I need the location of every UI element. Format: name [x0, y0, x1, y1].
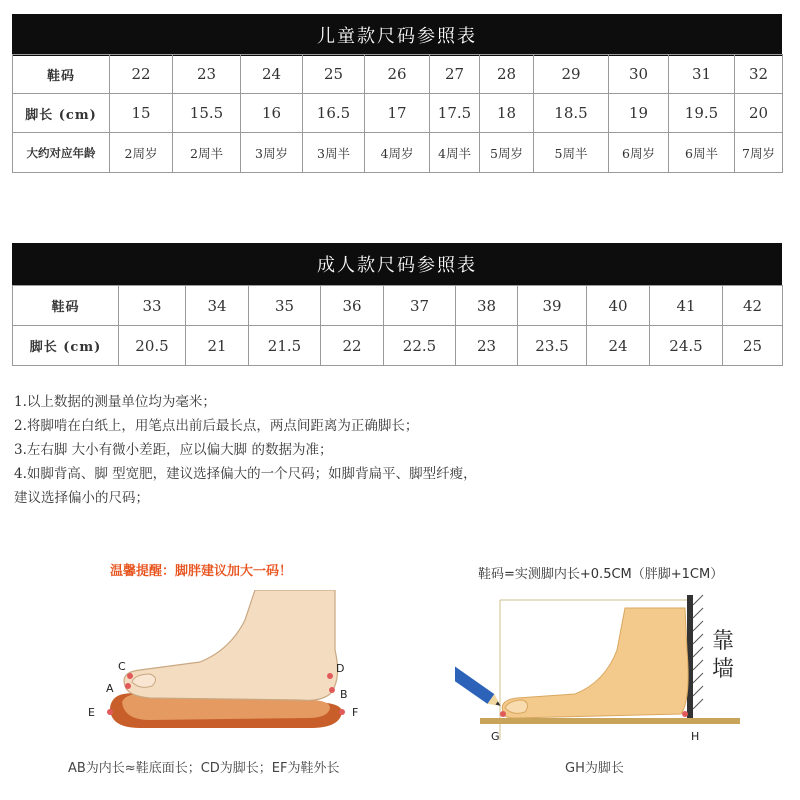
- table-cell: 37: [384, 286, 456, 326]
- floor-board: [480, 718, 740, 724]
- table-cell: 5周半: [534, 133, 609, 173]
- table-cell: 34: [186, 286, 249, 326]
- table-cell: 23.5: [518, 326, 587, 366]
- table-cell: 19.5: [669, 94, 735, 133]
- table-cell: 3周岁: [241, 133, 303, 173]
- table-cell: 18: [480, 94, 534, 133]
- row-label-shoe-size: 鞋码: [13, 286, 119, 326]
- point-d-label: D: [336, 662, 345, 675]
- right-figure-caption: GH为脚长: [565, 761, 624, 776]
- point-f-dot: [339, 709, 345, 715]
- point-b-dot: [329, 687, 335, 693]
- point-f-label: F: [352, 706, 359, 719]
- wall-hatching: [693, 595, 703, 709]
- note-line: 2.将脚啃在白纸上，用笔点出前后最长点，两点间距离为正确脚长；: [14, 418, 419, 434]
- table-cell: 40: [587, 286, 650, 326]
- table-cell: 24.5: [650, 326, 723, 366]
- table-row: [13, 94, 783, 133]
- adult-size-table: [12, 285, 783, 366]
- table-cell: 35: [249, 286, 321, 326]
- table-row: [13, 133, 783, 173]
- table-cell: 17.5: [430, 94, 480, 133]
- point-g-dot: [500, 711, 506, 717]
- point-c-label: C: [118, 660, 126, 673]
- note-line: 1.以上数据的测量单位均为毫米；: [14, 394, 216, 410]
- point-g-label: G: [491, 730, 500, 743]
- table-cell: 33: [119, 286, 186, 326]
- point-a-dot: [125, 683, 131, 689]
- table-cell: 28: [480, 55, 534, 94]
- table-cell: 31: [669, 55, 735, 94]
- row-label-age: 大约对应年龄: [13, 133, 110, 173]
- table-cell: 22: [110, 55, 173, 94]
- table-cell: 15.5: [173, 94, 241, 133]
- table-cell: 3周半: [303, 133, 365, 173]
- table-cell: 27: [430, 55, 480, 94]
- point-e-label: E: [88, 706, 95, 719]
- foot-on-sole-illustration: [80, 590, 380, 750]
- table-cell: 36: [321, 286, 384, 326]
- point-c-dot: [127, 673, 133, 679]
- table-cell: 41: [650, 286, 723, 326]
- kids-size-chart-title: [12, 14, 782, 56]
- point-b-label: B: [340, 688, 348, 701]
- table-cell: 26: [365, 55, 430, 94]
- table-cell: 4周岁: [365, 133, 430, 173]
- table-cell: 18.5: [534, 94, 609, 133]
- table-cell: 25: [723, 326, 783, 366]
- table-row: [13, 286, 783, 326]
- table-cell: 5周岁: [480, 133, 534, 173]
- table-cell: 25: [303, 55, 365, 94]
- table-cell: 32: [735, 55, 783, 94]
- point-h-label: H: [691, 730, 700, 743]
- table-cell: 42: [723, 286, 783, 326]
- adult-title-text: 成人款尺码参照表: [317, 255, 477, 276]
- table-cell: 7周岁: [735, 133, 783, 173]
- table-cell: 21.5: [249, 326, 321, 366]
- table-cell: 30: [609, 55, 669, 94]
- wall-label: 靠墙: [712, 629, 735, 682]
- size-formula: 鞋码=实测脚内长+0.5CM（胖脚+1CM）: [478, 567, 724, 582]
- measurement-notes: [14, 390, 477, 510]
- note-line: 4.如脚背高、脚 型宽肥，建议选择偏大的一个尺码；如脚背扁平、脚型纤瘦，: [14, 466, 477, 482]
- point-h-dot: [682, 711, 688, 717]
- table-cell: 15: [110, 94, 173, 133]
- table-cell: 39: [518, 286, 587, 326]
- table-cell: 22: [321, 326, 384, 366]
- note-line: 建议选择偏小的尺码；: [14, 490, 149, 506]
- table-row: [13, 326, 783, 366]
- point-a-label: A: [106, 682, 114, 695]
- table-cell: 4周半: [430, 133, 480, 173]
- table-cell: 2周岁: [110, 133, 173, 173]
- foot-shape: [124, 590, 338, 700]
- table-cell: 2周半: [173, 133, 241, 173]
- point-e-dot: [107, 709, 113, 715]
- table-cell: 24: [241, 55, 303, 94]
- table-cell: 6周半: [669, 133, 735, 173]
- table-cell: 23: [456, 326, 518, 366]
- row-label-shoe-size: 鞋码: [13, 55, 110, 94]
- row-label-foot-length: 脚长 (cm): [13, 94, 110, 133]
- table-cell: 21: [186, 326, 249, 366]
- table-cell: 20.5: [119, 326, 186, 366]
- note-line: 3.左右脚 大小有微小差距，应以偏大脚 的数据为准；: [14, 442, 333, 458]
- table-cell: 17: [365, 94, 430, 133]
- table-cell: 24: [587, 326, 650, 366]
- table-cell: 19: [609, 94, 669, 133]
- foot-against-wall-illustration: [455, 590, 755, 750]
- table-cell: 6周岁: [609, 133, 669, 173]
- table-cell: 23: [173, 55, 241, 94]
- table-cell: 20: [735, 94, 783, 133]
- table-cell: 16.5: [303, 94, 365, 133]
- table-cell: 22.5: [384, 326, 456, 366]
- adult-size-chart-title: [12, 243, 782, 285]
- kids-size-table: [12, 54, 783, 173]
- table-cell: 29: [534, 55, 609, 94]
- table-cell: 38: [456, 286, 518, 326]
- table-row: [13, 55, 783, 94]
- left-figure-caption: AB为内长≈鞋底面长；CD为脚长；EF为鞋外长: [68, 761, 340, 776]
- foot-shape: [502, 608, 688, 718]
- row-label-foot-length: 脚长 (cm): [13, 326, 119, 366]
- point-d-dot: [327, 673, 333, 679]
- pencil-icon: [455, 665, 504, 710]
- fat-foot-tip: 温馨提醒：脚胖建议加大一码！: [110, 564, 293, 579]
- table-cell: 16: [241, 94, 303, 133]
- kids-title-text: 儿童款尺码参照表: [317, 26, 477, 47]
